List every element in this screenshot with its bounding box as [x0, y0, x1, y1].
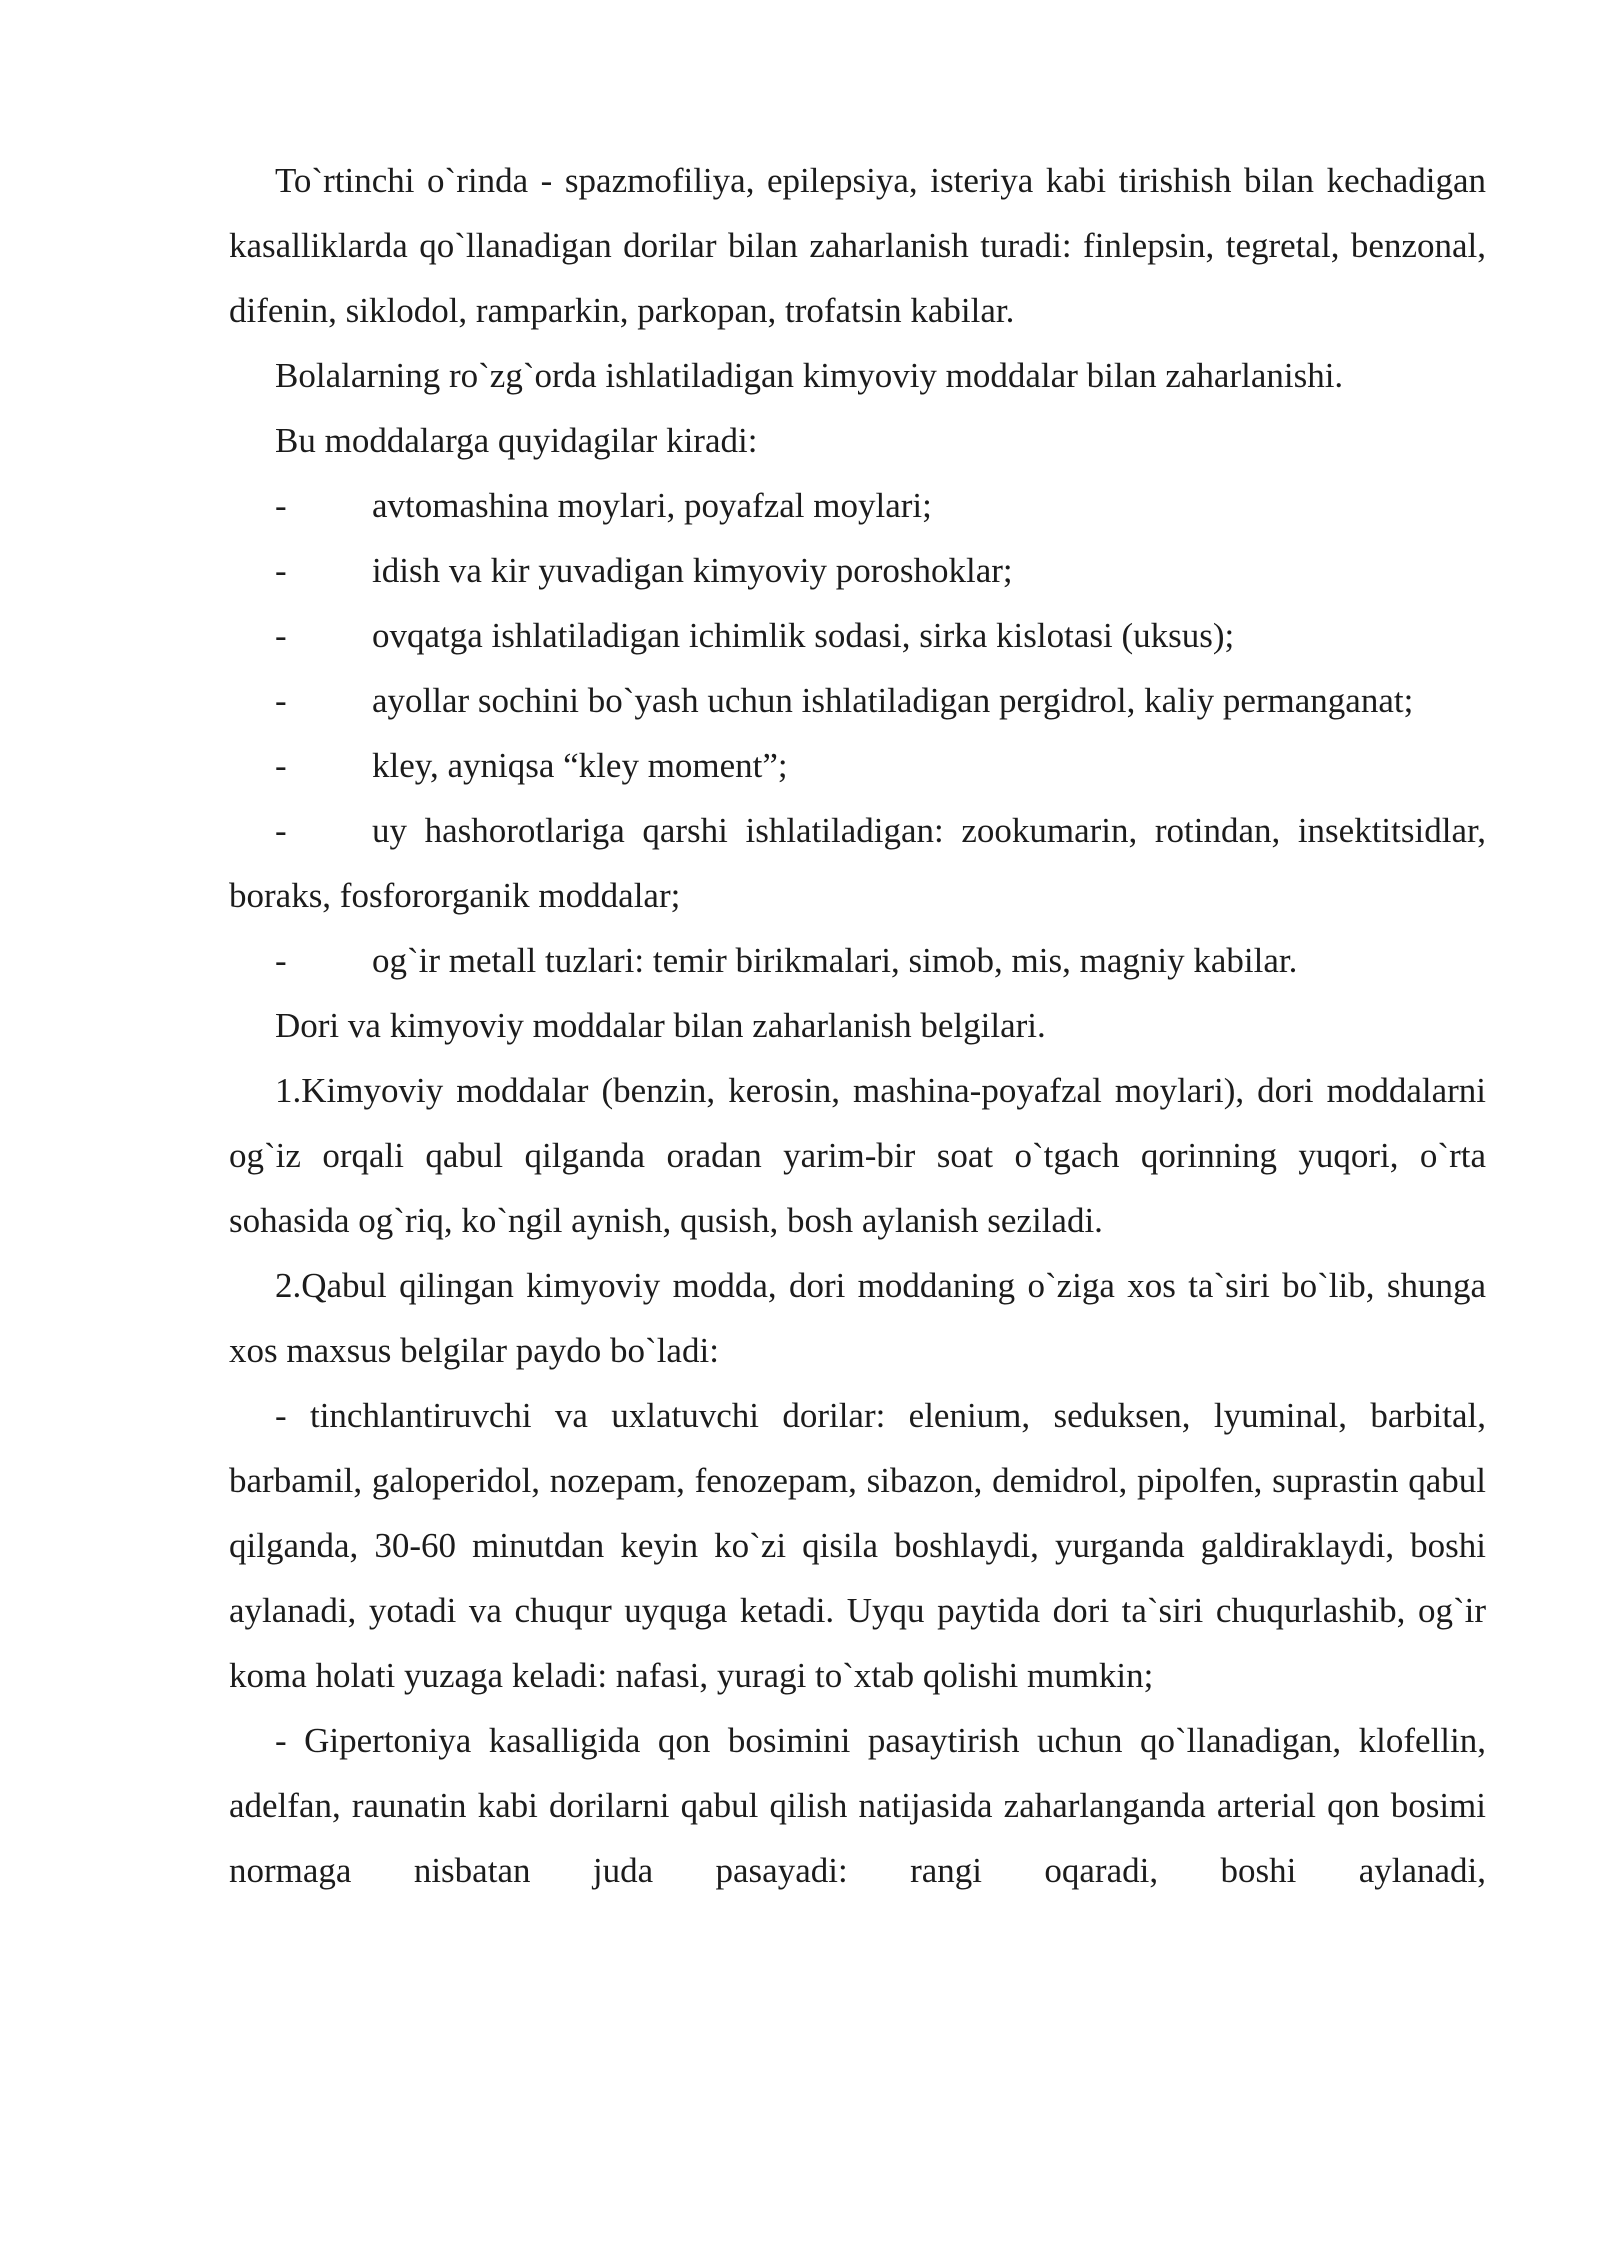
list-dash: - [275, 746, 287, 785]
paragraph-list-intro: Bu moddalarga quyidagilar kiradi: [275, 421, 758, 460]
paragraph-symptom-2: 2.Qabul qilingan kimyoviy modda, dori moddaning o`ziga xos ta`siri bo`lib, shunga xos maxsus belgilar paydo bo`ladi: [229, 1266, 1486, 1370]
list-item [229, 473, 1486, 538]
list-item-text: kley, ayniqsa “kley moment”; [372, 746, 788, 785]
list-item [229, 603, 1486, 668]
list-dash: - [275, 486, 287, 525]
list-dash: - [275, 681, 287, 720]
list-dash: - [275, 551, 287, 590]
paragraph-symptom-1: 1.Kimyoviy moddalar (benzin, kerosin, mashina-poyafzal moylari), dori moddalarni og`iz orqali qabul qilganda oradan yarim-bir soat o`tgach qorinning yuqori, o`rta sohasida og`riq, ko`ngil aynish, qusish, bosh aylanish seziladi. [229, 1071, 1486, 1240]
paragraph-heading-symptoms: Dori va kimyoviy moddalar bilan zaharlanish belgilari. [275, 1006, 1046, 1045]
list-item-text: og`ir metall tuzlari: temir birikmalari, simob, mis, magniy kabilar. [372, 941, 1298, 980]
list-dash: - [275, 811, 287, 850]
list-item-text: uy hashorotlariga qarshi ishlatiladigan: zookumarin, rotindan, insektitsidlar, boraks, fosfororganik moddalar; [229, 811, 1486, 915]
paragraph-sedatives: - tinchlantiruvchi va uxlatuvchi dorilar: elenium, seduksen, lyuminal, barbital, barbamil, galoperidol, nozepam, fenozepam, sibazon, demidrol, pipolfen, suprastin qabul qilganda, 30-60 minutdan keyin ko`zi qisila boshlaydi, yurganda galdiraklaydi, boshi aylanadi, yotadi va chuqur uyquga ketadi. Uyqu paytida dori ta`siri chuqurlashib, og`ir koma holati yuzaga keladi: nafasi, yuragi to`xtab qolishi mumkin; [229, 1396, 1486, 1695]
list-item-text: avtomashina moylari, poyafzal moylari; [372, 486, 932, 525]
list-dash: - [275, 616, 287, 655]
list-item [229, 668, 1486, 733]
list-item [229, 733, 1486, 798]
paragraph-hypertension: - Gipertoniya kasalligida qon bosimini pasaytirish uchun qo`llanadigan, klofellin, adelfan, raunatin kabi dorilarni qabul qilish natijasida zaharlanganda arterial qon bosimi normaga nisbatan juda pasayadi: rangi oqaradi, boshi aylanadi, [229, 1721, 1486, 1890]
list-item-text: idish va kir yuvadigan kimyoviy poroshoklar; [372, 551, 1013, 590]
list-item [229, 928, 1486, 993]
paragraph-intro: To`rtinchi o`rinda - spazmofiliya, epilepsiya, isteriya kabi tirishish bilan kechadigan kasalliklarda qo`llanadigan dorilar bilan zaharlanish turadi: finlepsin, tegretal, benzonal, difenin, siklodol, ramparkin, parkopan, trofatsin kabilar. [229, 161, 1486, 330]
list-dash: - [275, 941, 287, 980]
list-item-text: ovqatga ishlatiladigan ichimlik sodasi, sirka kislotasi (uksus); [372, 616, 1235, 655]
paragraph-heading-household: Bolalarning ro`zg`orda ishlatiladigan kimyoviy moddalar bilan zaharlanishi. [275, 356, 1344, 395]
list-item [229, 538, 1486, 603]
list-item [229, 798, 1486, 928]
document-page [229, 148, 1486, 1903]
list-item-text: ayollar sochini bo`yash uchun ishlatiladigan pergidrol, kaliy permanganat; [372, 681, 1414, 720]
